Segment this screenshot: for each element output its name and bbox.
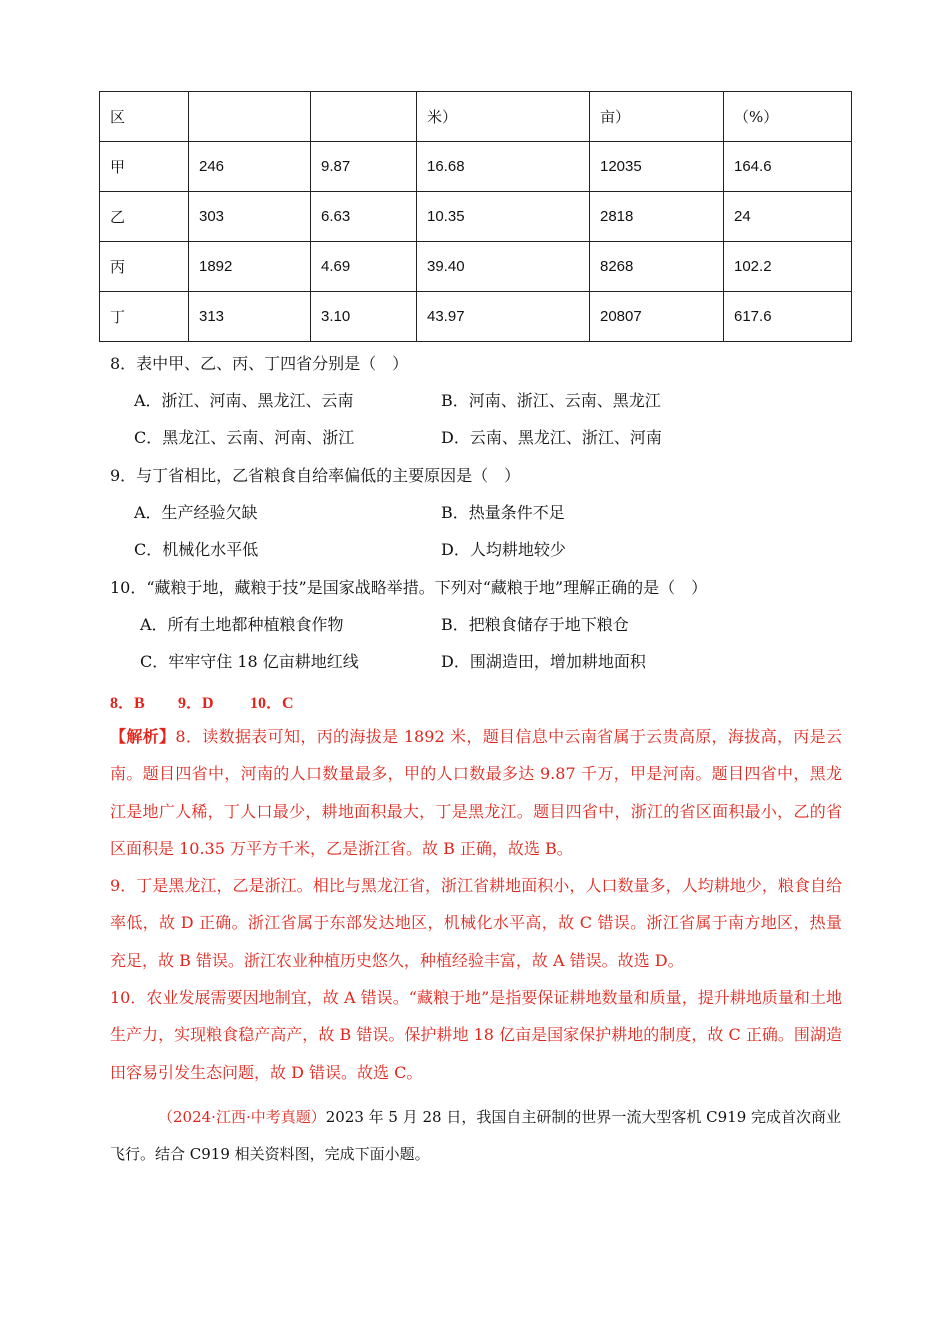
table-cell: 617.6: [724, 292, 852, 342]
table-cell: 16.68: [417, 142, 590, 192]
table-cell: 10.35: [417, 192, 590, 242]
question-10-option-d: D．围湖造田，增加耕地面积: [441, 652, 646, 671]
table-cell: [311, 92, 417, 142]
table-cell: 甲: [100, 142, 189, 192]
table-cell: （%）: [724, 92, 852, 142]
question-9-option-c: C．机械化水平低: [134, 540, 259, 559]
question-intro-text: 2023 年 5 月 28 日，我国自主研制的世界一流大型客机 C919 完成首次商业飞行。结合 C919 相关资料图，完成下面小题。: [110, 1108, 842, 1163]
table-cell: 6.63: [311, 192, 417, 242]
question-8-option-a: A．浙江、河南、黑龙江、云南: [134, 391, 354, 410]
answer-key: [110, 690, 294, 713]
table-cell: 20807: [590, 292, 724, 342]
table-cell: 米）: [417, 92, 590, 142]
table-cell: 亩）: [590, 92, 724, 142]
table-cell: 39.40: [417, 242, 590, 292]
question-8-stem: 8．表中甲、乙、丙、丁四省分别是（ ）: [110, 354, 409, 373]
table-header-row: [100, 92, 852, 142]
explanation-9: 9．丁是黑龙江，乙是浙江。相比与黑龙江省，浙江省耕地面积小，人口数量多，人均耕地少，粮食自给率低，故 D 正确。浙江省属于东部发达地区，机械化水平高，故 C 错误。浙江省属于南方地区，热量充足，故 B 错误。浙江农业种植历史悠久，种植经验丰富，故 A 错误。故选 D。: [110, 876, 842, 970]
question-9-option-b: B．热量条件不足: [441, 503, 565, 522]
table-row: [100, 242, 852, 292]
table-cell: 313: [189, 292, 311, 342]
question-9-option-a: A．生产经验欠缺: [134, 503, 258, 522]
table-cell: 3.10: [311, 292, 417, 342]
answer-10: 10．C: [250, 695, 294, 712]
table-cell: 2818: [590, 192, 724, 242]
table-cell: 43.97: [417, 292, 590, 342]
question-8-option-d: D．云南、黑龙江、浙江、河南: [441, 428, 662, 447]
question-8-option-c: C．黑龙江、云南、河南、浙江: [134, 428, 355, 447]
table-cell: 1892: [189, 242, 311, 292]
answer-8: 8．B: [110, 695, 145, 712]
explanation: [110, 718, 842, 1091]
table-cell: 24: [724, 192, 852, 242]
next-question-intro: [110, 1099, 842, 1173]
question-10-stem: 10．“藏粮于地，藏粮于技”是国家战略举措。下列对“藏粮于地”理解正确的是（ ）: [110, 578, 708, 597]
data-table: [99, 91, 852, 342]
answer-9: 9．D: [178, 695, 214, 712]
explanation-10: 10．农业发展需要因地制宜，故 A 错误。“藏粮于地”是指要保证耕地数量和质量，提升耕地质量和土地生产力，实现粮食稳产高产，故 B 错误。保护耕地 18 亿亩是国家保护耕地的制度，故 C 正确。围湖造田容易引发生态问题，故 D 错误。故选 C。: [110, 988, 842, 1082]
table-cell: 9.87: [311, 142, 417, 192]
table-cell: 乙: [100, 192, 189, 242]
question-source: （2024·江西·中考真题）: [158, 1108, 326, 1126]
table-cell: 8268: [590, 242, 724, 292]
table-cell: 303: [189, 192, 311, 242]
question-8-option-b: B．河南、浙江、云南、黑龙江: [441, 391, 661, 410]
question-10-option-b: B．把粮食储存于地下粮仓: [441, 615, 629, 634]
question-10-option-c: C．牢牢守住 18 亿亩耕地红线: [140, 652, 359, 671]
question-9-option-d: D．人均耕地较少: [441, 540, 566, 559]
table-cell: 102.2: [724, 242, 852, 292]
question-10-option-a: A．所有土地都种植粮食作物: [140, 615, 344, 634]
table-cell: [189, 92, 311, 142]
next-question-paragraph: [110, 1099, 842, 1173]
table-row: [100, 142, 852, 192]
table-cell: 丁: [100, 292, 189, 342]
table-row: [100, 192, 852, 242]
table-row: [100, 292, 852, 342]
table-cell: 164.6: [724, 142, 852, 192]
explanation-tag: 【解析】: [110, 727, 176, 746]
explanation-8: [110, 718, 842, 867]
table-cell: 区: [100, 92, 189, 142]
explanation-8-text: 8．读数据表可知，丙的海拔是 1892 米，题目信息中云南省属于云贵高原，海拔高，丙是云南。题目四省中，河南的人口数量最多，甲的人口数最多达 9.87 千万，甲是河南。题目四省中，黑龙江是地广人稀，丁人口最少，耕地面积最大，丁是黑龙江。题目四省中，浙江的省区面积最小，乙的省区面积是 10.35 万平方千米，乙是浙江省。故 B 正确，故选 B。: [110, 727, 842, 858]
question-9-stem: 9．与丁省相比，乙省粮食自给率偏低的主要原因是（ ）: [110, 466, 521, 485]
table-cell: 4.69: [311, 242, 417, 292]
table-cell: 12035: [590, 142, 724, 192]
table-cell: 246: [189, 142, 311, 192]
table-cell: 丙: [100, 242, 189, 292]
